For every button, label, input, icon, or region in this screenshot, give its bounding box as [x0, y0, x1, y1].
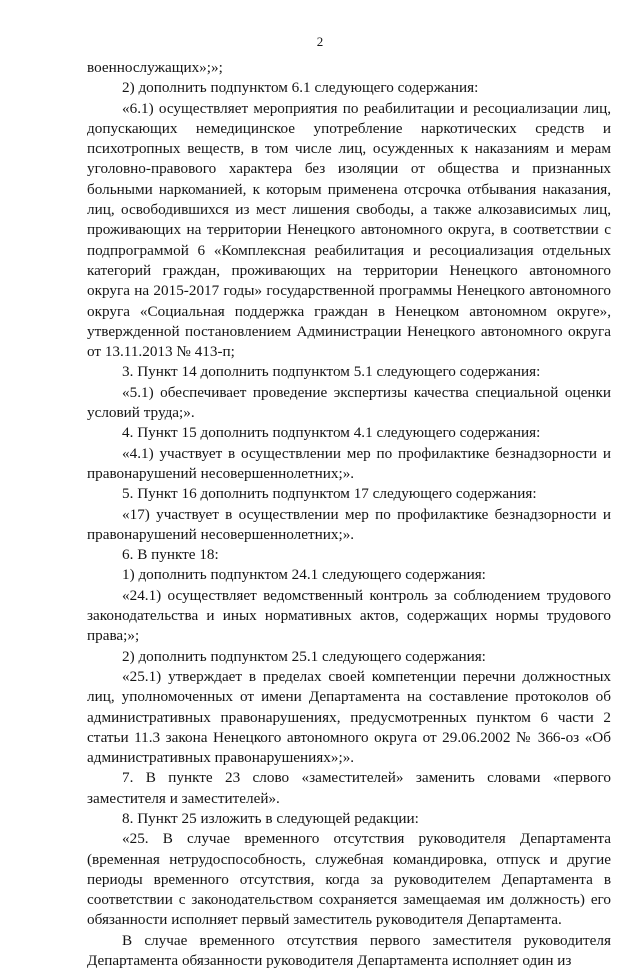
- paragraph: 2) дополнить подпунктом 6.1 следующего содержания:: [122, 79, 479, 97]
- paragraph: 2) дополнить подпунктом 25.1 следующего содержания:: [122, 647, 486, 665]
- paragraph: 7. В пункте 23 слово «заместителей» заменить словами «первого заместителя и заместителей».: [87, 769, 611, 807]
- paragraph: 4. Пункт 15 дополнить подпунктом 4.1 следующего содержания:: [122, 424, 541, 442]
- paragraph: «17) участвует в осуществлении мер по профилактике безнадзорности и правонарушений несовершеннолетних;».: [87, 505, 611, 543]
- paragraph: 6. В пункте 18:: [122, 546, 219, 564]
- document-body: [87, 58, 611, 971]
- page-number: 2: [316, 34, 324, 49]
- paragraph: «4.1) участвует в осуществлении мер по профилактике безнадзорности и правонарушений несовершеннолетних;».: [87, 444, 611, 482]
- paragraph: 1) дополнить подпунктом 24.1 следующего содержания:: [122, 566, 486, 584]
- paragraph: «5.1) обеспечивает проведение экспертизы качества специальной оценки условий труда;».: [87, 383, 611, 422]
- paragraph: «6.1) осуществляет мероприятия по реабилитации и ресоциализации лиц, допускающих немедицинское употребление наркотических средств и психотропных веществ, в том числе лиц, осужденных к наказаниям и мерам уголовно-правового характера без изоляции от общества и признанных больными наркоманией, к которым применена отсрочка отбывания наказания, лиц, освободившихся из мест лишения свободы, а также алкозависимых лиц, проживающих на территории Ненецкого автономного округа, в соответствии с подпрограммой 6 «Комплексная реабилитация и ресоциализация отдельных категорий граждан, проживающих на территории Ненецкого автономного округа на 2015-2017 годы» государственной программы Ненецкого автономного округа «Социальная поддержка граждан в Ненецком автономном округе», утвержденной постановлением Администрации Ненецкого автономного округа от 13.11.2013 № 413-п;: [87, 99, 611, 361]
- paragraph: В случае временного отсутствия первого заместителя руководителя Департамента обязанности руководителя Департамента исполняет один из: [87, 931, 611, 970]
- paragraph: военнослужащих»;»;: [87, 59, 223, 76]
- paragraph: 3. Пункт 14 дополнить подпунктом 5.1 следующего содержания:: [122, 363, 541, 381]
- paragraph: «25.1) утверждает в пределах своей компетенции перечни должностных лиц, уполномоченных от имени Департамента на составление протоколов об административных правонарушениях, предусмотренных пунктом 6 части 2 статьи 11.3 закона Ненецкого автономного округа от 29.06.2002 № 366-оз «Об административных правонарушениях»;».: [87, 667, 611, 767]
- paragraph: 5. Пункт 16 дополнить подпунктом 17 следующего содержания:: [122, 485, 537, 503]
- paragraph: 8. Пункт 25 изложить в следующей редакции:: [122, 809, 419, 827]
- paragraph: «24.1) осуществляет ведомственный контроль за соблюдением трудового законодательства и иных нормативных актов, содержащих нормы трудового права;»;: [87, 586, 611, 645]
- paragraph: «25. В случае временного отсутствия руководителя Департамента (временная нетрудоспособность, служебная командировка, отпуск и другие периоды временного отсутствия, когда за руководителем Департамента в соответствии с законодательством сохраняется замещаемая им должность) его обязанности исполняет первый заместитель руководителя Департамента.: [87, 830, 611, 929]
